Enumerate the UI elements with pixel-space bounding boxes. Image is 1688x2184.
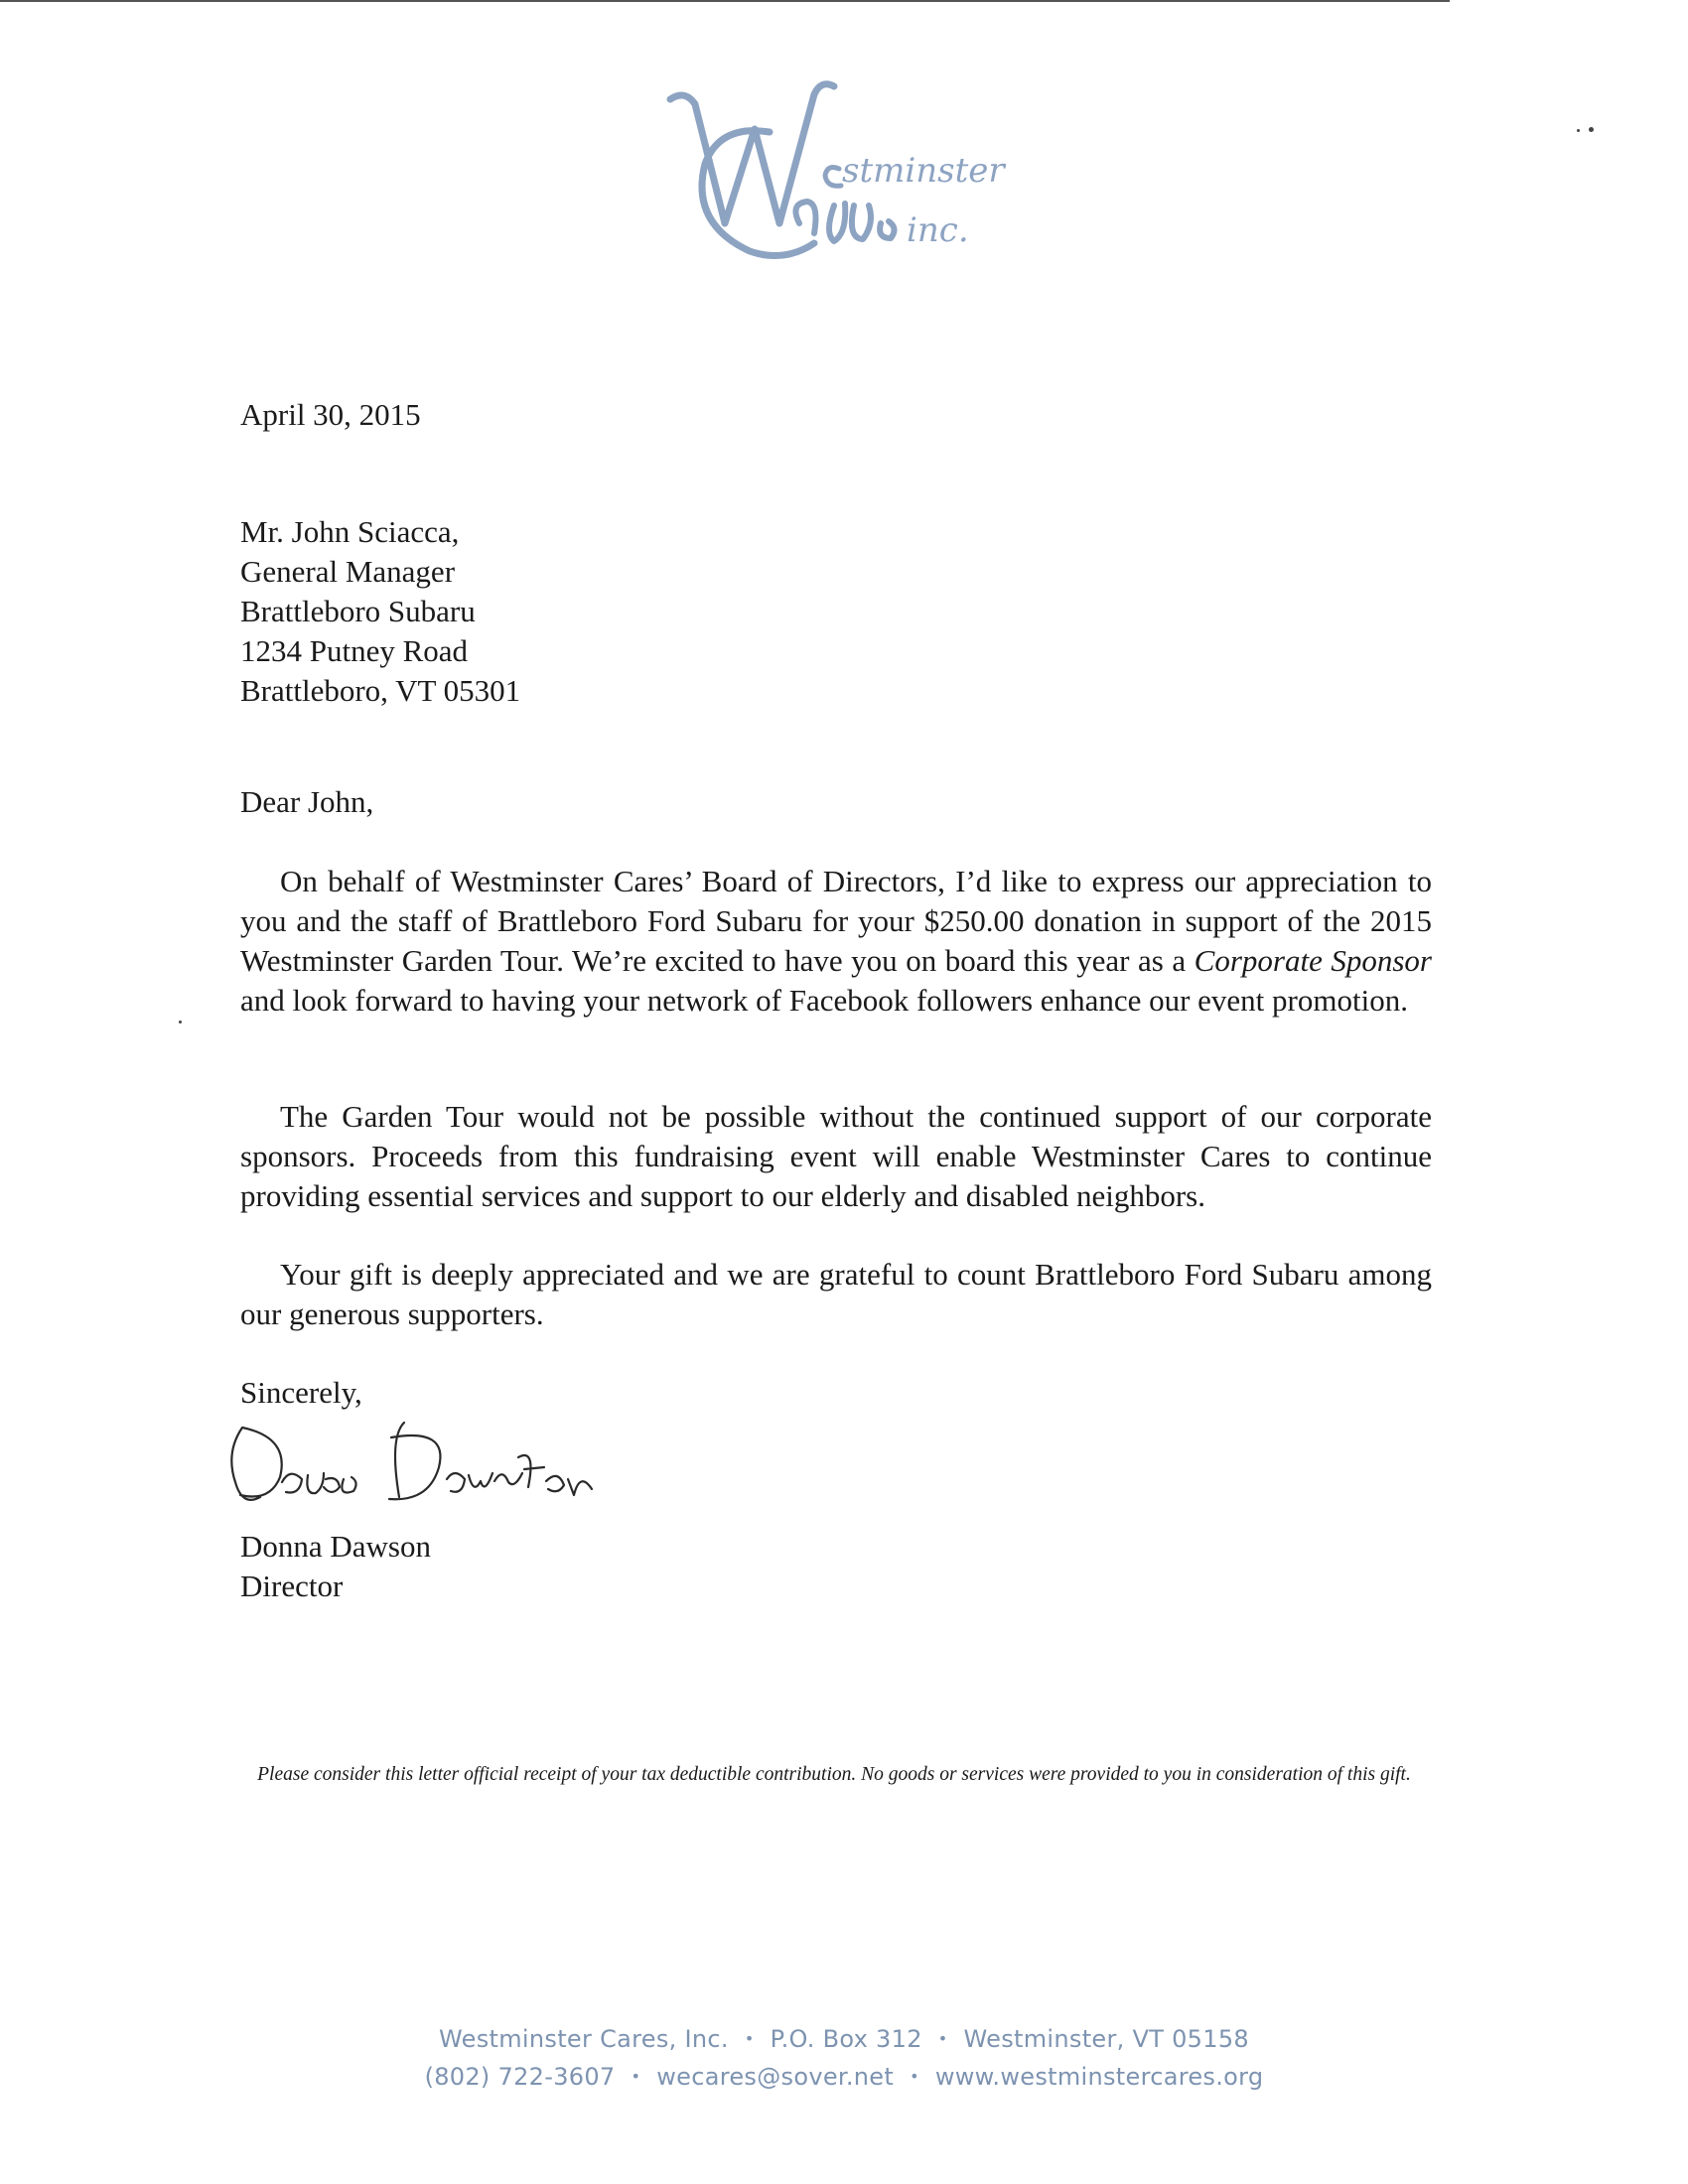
footer-separator: • <box>744 2029 755 2048</box>
scan-speck <box>1589 127 1594 132</box>
body-paragraph-1 <box>240 862 1432 1021</box>
paragraph-1-text-a: On behalf of Westminster Cares’ Board of Directors, I’d like to express our appreciation to you and the staff of Brattleboro Ford Subaru for your $250.00 donation in support of the 2015 Westminster Garden Tour. We’re excited to have you on board this year as a <box>240 864 1432 978</box>
scan-speck <box>179 1021 182 1024</box>
footer-phone: (802) 722-3607 <box>424 2063 616 2091</box>
letter-date: April 30, 2015 <box>240 397 421 432</box>
footer-org-name: Westminster Cares, Inc. <box>439 2025 729 2053</box>
footer-po-box: P.O. Box 312 <box>770 2025 922 2053</box>
footer-separator: • <box>937 2029 948 2048</box>
recipient-title: General Manager <box>240 554 456 589</box>
footer-city: Westminster, VT 05158 <box>963 2025 1249 2053</box>
svg-text:inc.: inc. <box>907 210 969 250</box>
footer-separator: • <box>910 2067 919 2086</box>
footer-separator: • <box>631 2067 641 2086</box>
recipient-city: Brattleboro, VT 05301 <box>240 673 521 708</box>
footer-address-line <box>0 2025 1688 2053</box>
westminster-cares-logo <box>650 74 1048 273</box>
signer-title: Director <box>240 1569 344 1603</box>
paragraph-1-text-b: and look forward to having your network of Facebook followers enhance our event promotion. <box>240 983 1408 1018</box>
top-border-line <box>0 0 1450 2</box>
recipient-address <box>240 512 1432 711</box>
footer-email: wecares@sover.net <box>656 2063 895 2091</box>
svg-text:stminster: stminster <box>842 151 1005 191</box>
scan-speck <box>1577 129 1580 132</box>
footer-contact-line <box>0 2063 1688 2091</box>
tax-receipt-note: Please consider this letter official receipt of your tax deductible contribution. No goods or services were provided to you in consideration of this gift. <box>257 1764 1411 1785</box>
handwritten-signature <box>220 1408 618 1525</box>
body-paragraph-2: The Garden Tour would not be possible without the continued support of our corporate sponsors. Proceeds from this fundraising event will enable Westminster Cares to continue providing essential services and support to our elderly and disabled neighbors. <box>240 1099 1432 1213</box>
recipient-name: Mr. John Sciacca, <box>240 514 460 549</box>
recipient-street: 1234 Putney Road <box>240 633 469 668</box>
salutation: Dear John, <box>240 784 374 819</box>
signer-name: Donna Dawson <box>240 1529 431 1564</box>
footer-website: www.westminstercares.org <box>934 2063 1264 2091</box>
body-paragraph-3: Your gift is deeply appreciated and we are grateful to count Brattleboro Ford Subaru among our generous supporters. <box>240 1257 1432 1331</box>
recipient-company: Brattleboro Subaru <box>240 594 476 628</box>
closing: Sincerely, <box>240 1375 362 1410</box>
paragraph-1-emphasis: Corporate Sponsor <box>1194 943 1432 978</box>
signer-block <box>240 1527 1432 1606</box>
